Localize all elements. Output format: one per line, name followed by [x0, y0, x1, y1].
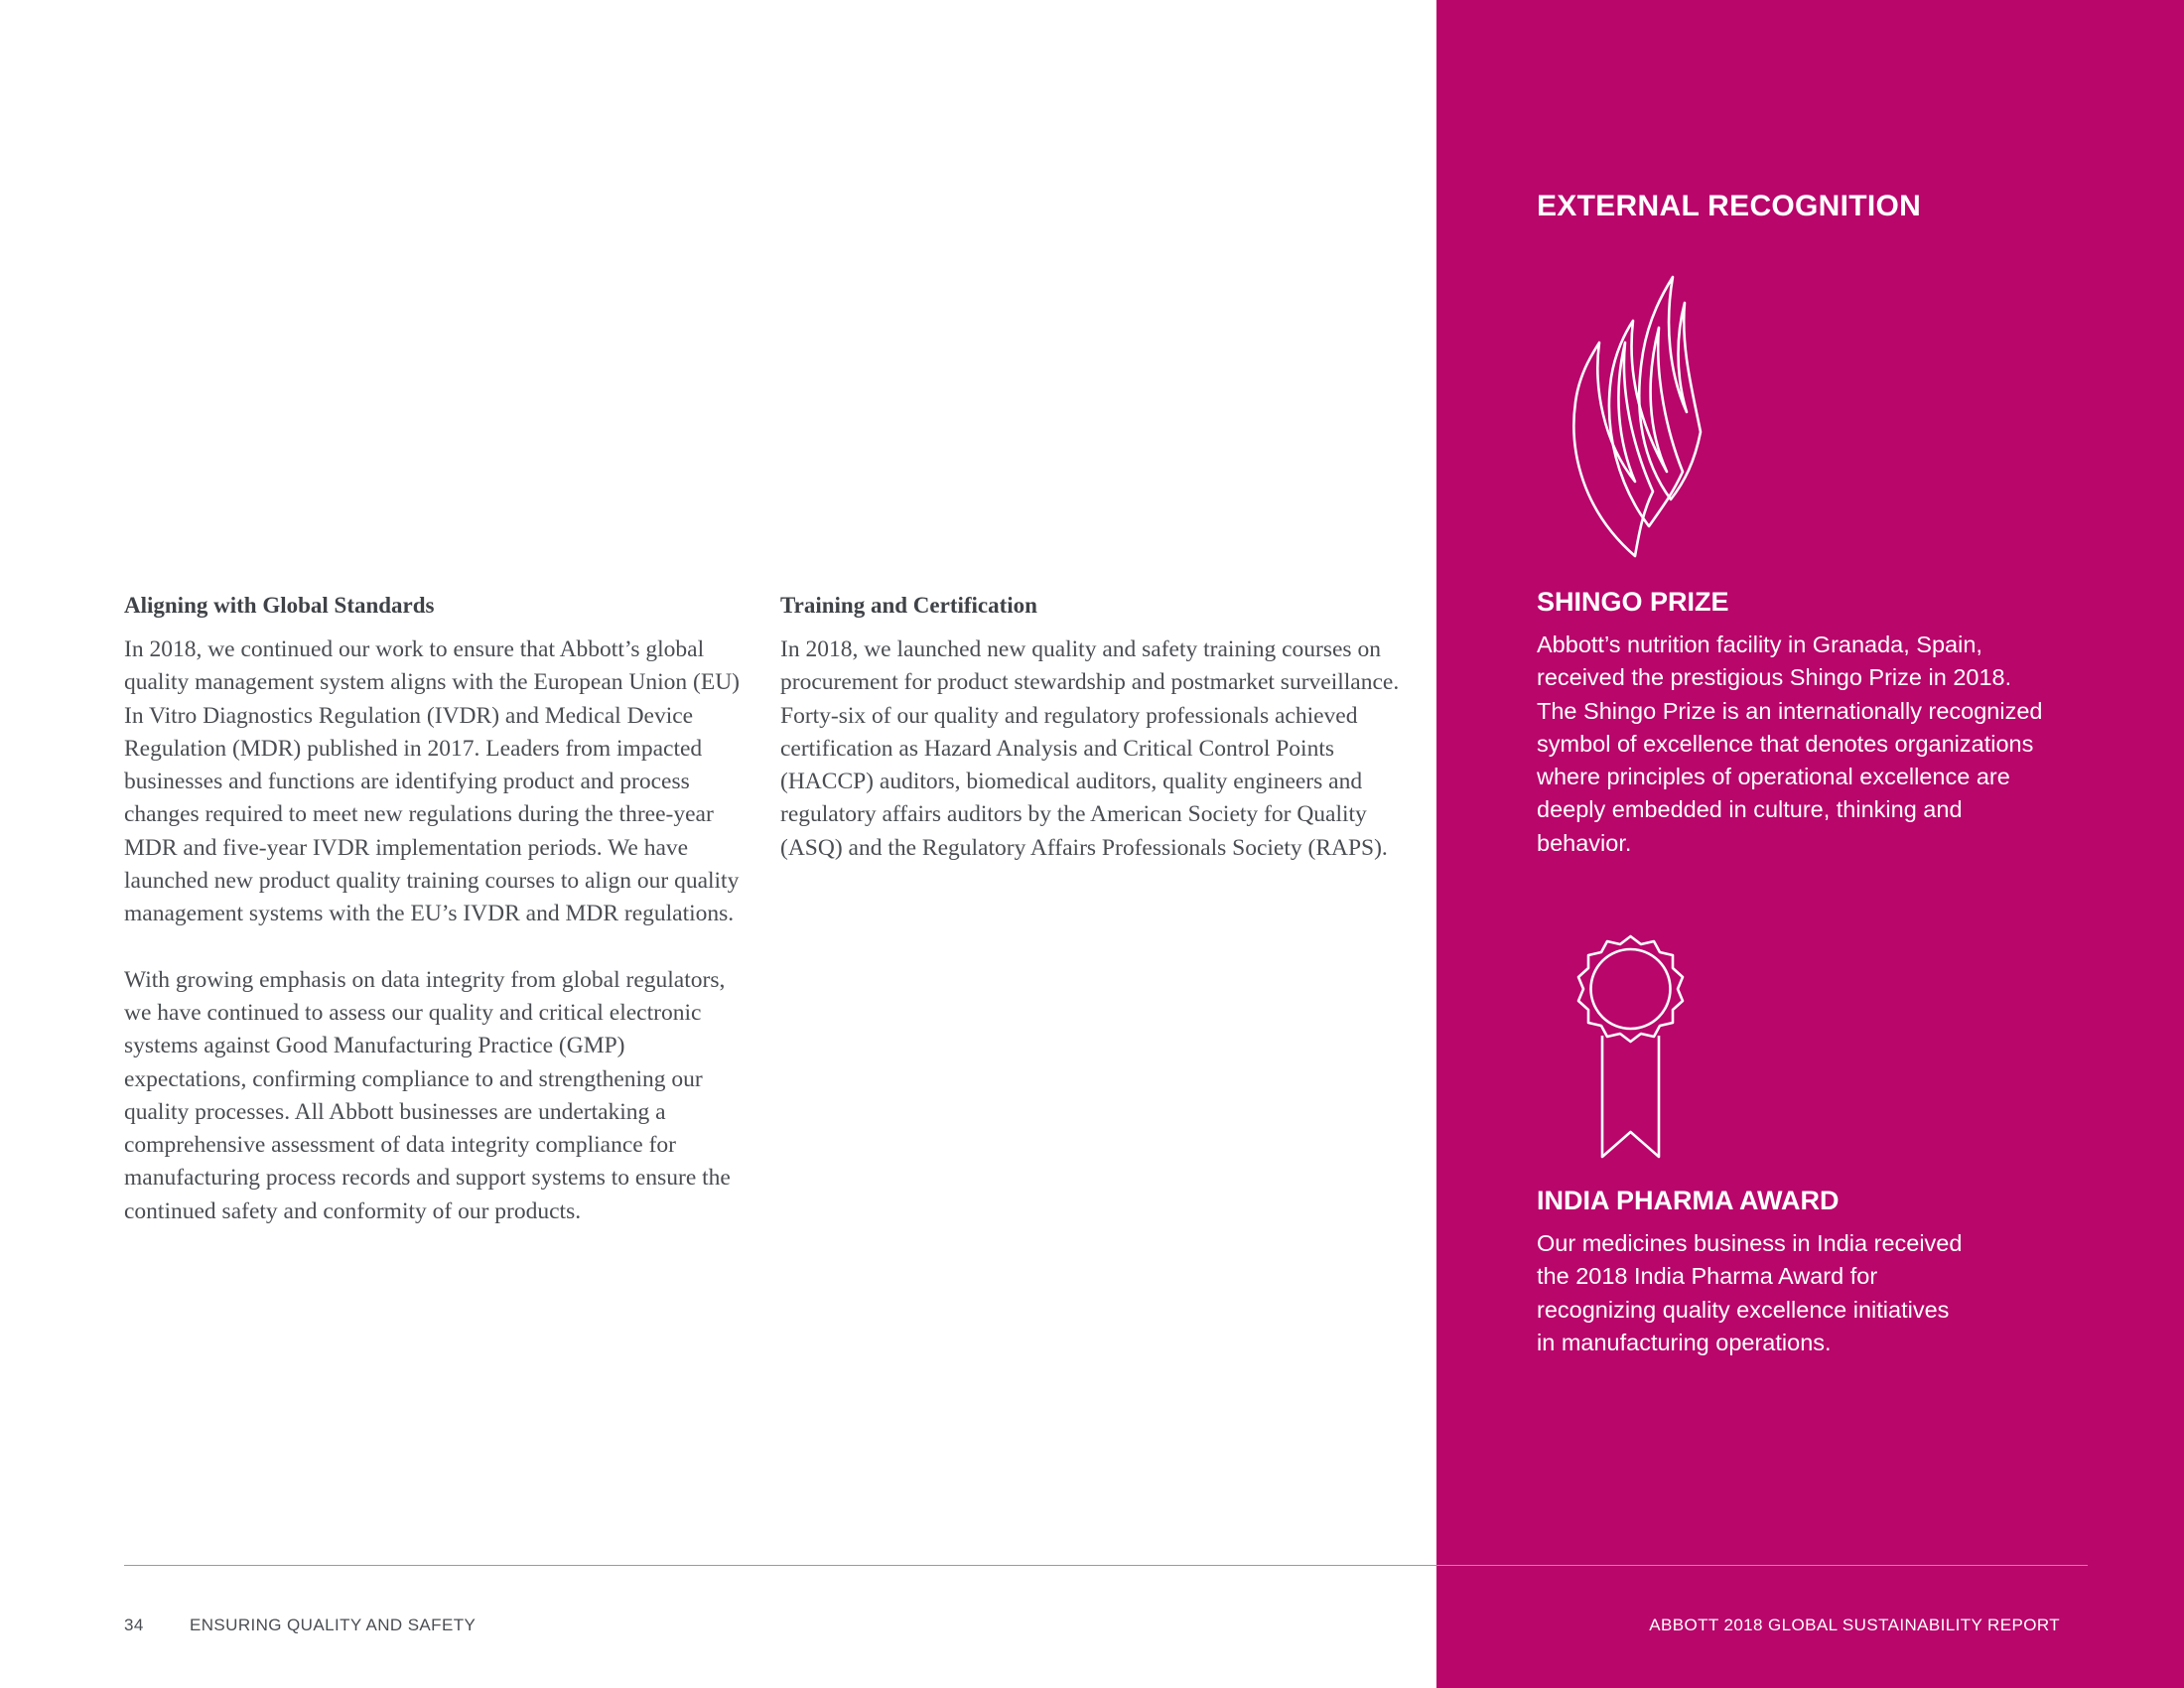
section-name: ENSURING QUALITY AND SAFETY [190, 1616, 477, 1634]
award-title-shingo: SHINGO PRIZE [1537, 587, 1729, 617]
footer-divider [124, 1565, 2088, 1566]
page-number: 34 [124, 1616, 144, 1634]
body-paragraph: In 2018, we continued our work to ensure that Abbott’s global quality management system aligns with the European Union (EU) In Vitro Diagnostics Regulation (IVDR) and Medical Device Regulation (MDR) published in 2017. Leaders from impacted businesses and functions are identifying product and process changes required to meet new regulations during the three-year MDR and five-year IVDR implementation periods. We have launched new product quality training courses to align our quality management systems with the EU’s IVDR and MDR regulations. [124, 636, 740, 927]
award-ribbon-icon [1549, 933, 1712, 1164]
training-certification-section [780, 588, 1416, 865]
award-text-shingo: Abbott’s nutrition facility in Granada, Spain, received the prestigious Shingo Prize in 2018. The Shingo Prize is an internationally recognized symbol of excellence that denotes organizations where principles of operational excellence are deeply embedded in culture, thinking and behavior. [1537, 632, 2043, 856]
report-title: ABBOTT 2018 GLOBAL SUSTAINABILITY REPORT [1649, 1616, 2060, 1634]
section-heading: Training and Certification [780, 593, 1037, 618]
award-text-india-pharma: Our medicines business in India received the 2018 India Pharma Award for recognizing quality excellence initiatives in manufacturing operations. [1537, 1230, 1963, 1355]
award-title-india-pharma: INDIA PHARMA AWARD [1537, 1186, 1840, 1215]
body-paragraph: In 2018, we launched new quality and safety training courses on procurement for product stewardship and postmarket surveillance. Forty-six of our quality and regulatory professionals achieved certification as Hazard Analysis and Critical Control Points (HACCP) auditors, biomedical auditors, quality engineers and regulatory affairs auditors by the American Society for Quality (ASQ) and the Regulatory Affairs Professionals Society (RAPS). [780, 636, 1400, 861]
flame-icon [1564, 273, 1703, 561]
sidebar-title: EXTERNAL RECOGNITION [1537, 190, 1922, 222]
aligning-standards-section [124, 588, 745, 1228]
section-heading: Aligning with Global Standards [124, 593, 435, 618]
body-paragraph: With growing emphasis on data integrity from global regulators, we have continued to assess our quality and critical electronic systems against Good Manufacturing Practice (GMP) expectations, confirming compliance to and strengthening our quality processes. All Abbott businesses are undertaking a comprehensive assessment of data integrity compliance for manufacturing process records and support systems to ensure the continued safety and conformity of our products. [124, 966, 731, 1224]
